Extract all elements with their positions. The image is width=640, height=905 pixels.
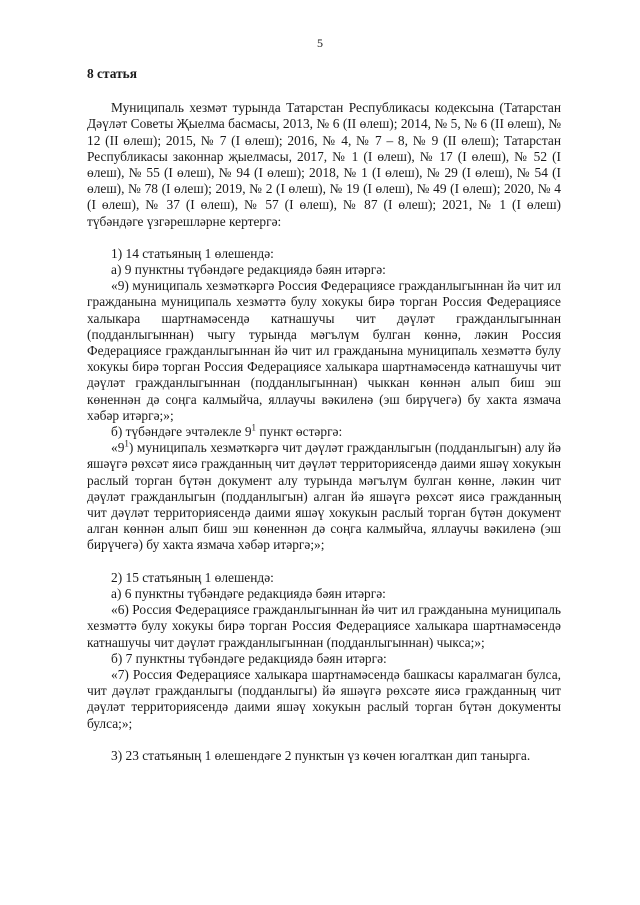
item3-text: 3) 23 статьяның 1 өлешендәге 2 пунктын үз көчен югалткан дип танырга. bbox=[111, 747, 531, 763]
item1-b-text bbox=[87, 440, 561, 553]
item1-a-text: «9) муниципаль хезмәткәргә Россия Федерациясе гражданлыгыннан йә чит ил гражданына муниципаль хезмәттә булу хокукы бирә торган Россия Федерациясе халыкара шартнамәсендә катнашучы чит дәүләт гражданлыгыннан (подданлыгыннан) чыгу турында мәгълүм булган көннә, ләкин Россия Федерациясе гражданлыгыннан йә чит ил гражданына муниципаль хезмәттә булу хокукы бирә торган Россия Федерациясе халыкара шартнамәсендә катнашучы чит дәүләт гражданлыгыннан (подданлыгыннан) чыккан көннән алып биш эш көненнән дә соңга калмыйча, яллаучы вәкиленә (эш бирүчегә) бу хакта язмача хәбәр итәргә;»; bbox=[87, 278, 561, 423]
item1-b-label-pre: б) түбәндәге эчтәлекле 9 bbox=[111, 424, 252, 440]
item1-b-label-post: пункт өстәргә: bbox=[256, 424, 343, 440]
page-number: 5 bbox=[317, 36, 323, 50]
item2-a-label: а) 6 пунктны түбәндәге редакциядә бәян итәргә: bbox=[111, 585, 386, 601]
item1-b-label bbox=[87, 424, 561, 440]
intro-paragraph: Муниципаль хезмәт турында Татарстан Республикасы кодексына (Татарстан Дәүләт Советы Җыелма басмасы, 2013, № 6 (II өлеш); 2014, № 5, № 6 (II өлеш), № 12 (II өлеш); 2015, № 7 (I өлеш); 2016, № 4, № 7 – 8, № 9 (II өлеш); Татарстан Республикасы законнар җыелмасы, 2017, № 1 (I өлеш), № 17 (I өлеш), № 52 (I өлеш), № 55 (I өлеш), № 94 (I өлеш); 2018, № 1 (I өлеш), № 29 (I өлеш), № 54 (I өлеш), № 78 (I өлеш); 2019, № 2 (I өлеш), № 19 (I өлеш), № 49 (I өлеш); 2020, № 4 (I өлеш), № 37 (I өлеш), № 57 (I өлеш), № 87 (I өлеш); 2021, № 1 (I өлеш) түбәндәге үзгәрешләрне кертергә: bbox=[87, 100, 561, 229]
item2-b-label: б) 7 пунктны түбәндәге редакциядә бәян итәргә: bbox=[111, 650, 387, 666]
item1-title: 1) 14 статьяның 1 өлешендә: bbox=[111, 245, 274, 261]
item2-title: 2) 15 статьяның 1 өлешендә: bbox=[111, 569, 274, 585]
article-heading: 8 статья bbox=[87, 66, 137, 81]
item1-b-text-sup: 1 bbox=[124, 438, 129, 449]
item1-b-text-pre: «9 bbox=[111, 440, 125, 456]
item2-b-text: «7) Россия Федерациясе халыкара шартнамәсендә башкасы каралмаган булса, чит дәүләт гражданлыгы (подданлыгы) йә яшәүгә рөхсәте яисә гражданның чит дәүләт территориясендә даими яшәү хокукын раслый торган бүтән документы булса;»; bbox=[87, 666, 561, 731]
item1-a-label: а) 9 пунктны түбәндәге редакциядә бәян итәргә: bbox=[111, 262, 386, 278]
item1-b-text-post: ) муниципаль хезмәткәргә чит дәүләт гражданлыгын (подданлыгын) алу йә яшәүгә рөхсәт яисә гражданның чит дәүләт территориясендә даими яшәү хокукын раслый торган бүтән документ алу турында мәгълүм булган көнне, ләкин чит дәүләт гражданлыгын (подданлыгын) алган йә яшәүгә рөхсәт яисә гражданның чит дәүләт территориясендә даими яшәү хокукын раслый торган бүтән документ алган көннән алып биш эш көненнән дә соңга калмыйча, яллаучы вәкиленә (эш бирүчегә) бу хакта язмача хәбәр итәргә;»; bbox=[87, 440, 561, 553]
item1-b-label-sup: 1 bbox=[251, 422, 257, 433]
document-body bbox=[87, 66, 561, 764]
item2-a-text: «6) Россия Федерациясе гражданлыгыннан йә чит ил гражданына муниципаль хезмәттә булу хокукы бирә торган Россия Федерациясе халыкара шартнамәсендә катнашучы чит дәүләт гражданлыгыннан (подданлыгыннан) чыкса;»; bbox=[87, 602, 561, 650]
